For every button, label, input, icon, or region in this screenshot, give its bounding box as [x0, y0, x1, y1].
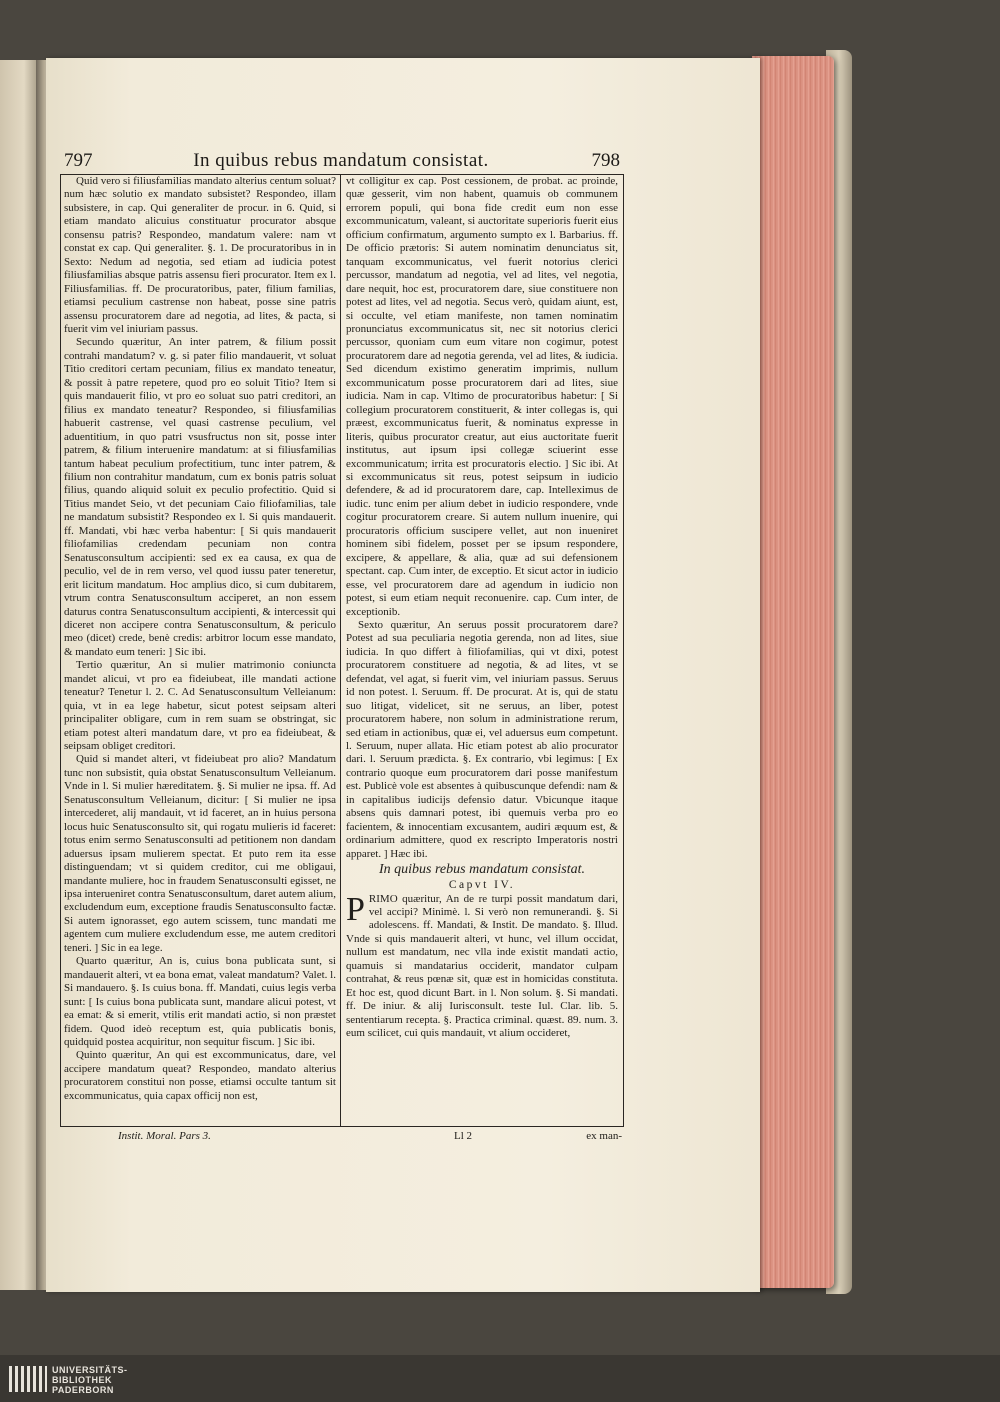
catchword: ex man-: [586, 1130, 622, 1142]
column-divider: [340, 175, 341, 1126]
text-frame: [60, 174, 624, 1127]
paragraph: Quinto quæritur, An qui est excommunicatus, dare, vel accipere mandatum queat? Respondeo, mandato alterius procuratorem constitui non posse, etiamsi occulte tantum sit excommunicatus, quia capax officij non est,: [64, 1049, 336, 1102]
footer-title: Instit. Moral. Pars 3.: [118, 1130, 211, 1142]
logo-line: PADERBORN: [52, 1385, 114, 1395]
paragraph: Secundo quæritur, An inter patrem, & filium possit contrahi mandatum? v. g. si pater filio mandauerit, vt soluat Titio creditori certam pecuniam, filius ex mandato teneatur, & possit à patre repetere, quod pro eo soluit Titio? Item si quis mandauerit filio, vt pro eo soluat suo patri creditori, an filius ex mandato teneatur? Respondeo, si filiusfamilias habuerit castrense, vel quasi castrense peculium, vel aduentitium, in quo patri vsusfructus non sit, posse inter patrem, & filium interuenire mandatum: at si filiusfamilias tantum habeat peculium profectitium, tunc inter patrem, & filium non contrahitur mandatum, cum ex bonis patris soluat filius, quando aliquid soluit ex peculio profectitio. Quid si Titius mandet Seio, vt det pecuniam Caio filiofamilias, tale ne mandatum subsistit? Respondeo ex l. Si quis mandauerit. ff. Mandati, vbi hæc verba habentur: [ Si quis mandauerit filiofamilias credendam pecuniam non contra Senatusconsultum accipienti: sed ex ea causa, ex qua de peculio, vel de in rem verso, vel quod iussu pater teneretur, erit licitum mandatum. Hoc amplius dico, si cum dubitarem, vtrum contra Senatusconsultum acciperet, an non essem daturus contra Senatusconsultum accipienti, & intercessit qui diceret non accipere contra Senatusconsultum, & periculo meo (dicet) crede, benè credis: arbitror locum esse mandato, & mandato eum teneri: ] Sic ibi.: [64, 336, 336, 658]
paragraph: vt colligitur ex cap. Post cessionem, de probat. ac proinde, quæ gesserit, vim non habent, quamuis ob communem errorem populi, qui bona fide credit eum non esse excommunicatum, valeant, si auctoritate superioris fuerit eius officium confirmatum, argumento sumpto ex l. Barbarius. ff. De officio prætoris: Si autem nominatim denunciatus sit, tanquam excommunicatus, vel fuerit notorius clerici percussor, mandatum ad negotia, vel ad lites, vel negotia, dare nequit, hoc est, procuratorem dare, siue constituere non potest ad lites, vel ad negotia. Secus verò, quidam aiunt, est, si occulte, vel etiam manifeste, non tamen nominatim pronunciatus excommunicatus sit, nec sit notorius clerici percussor, quoniam cum eum vitare non cogimur, potest procuratorem dare ad negotia gerenda, vel ad lites, & iudicia. Sed dicendum existimo generatim imprimis, nullum excommunicatum posse procuratorem dari ad lites, siue iudicia. Nam in cap. Vltimo de procuratoribus habetur: [ Si collegium procuratorem constituerit, & inter collegas is, qui præest, excommunicatus fuerit, & nominatus expresse in literis, quibus procurator creatur, aut eius auctoritate fuerit institutus, aut ipsum ipsi collegæ sciuerint esse excommunicatum; irrita est procuratoris electio. ] Sic ibi. At si excommunicatus sit reus, potest seipsum in iudicio defendere, & ad id procuratorem dare, cap. Intelleximus de iudic. tunc enim per alium debet in iudicio respondere, vnde cogitur procuratorem creare. Si autem nullum inuenire, qui procuratoris officium suscipere vellet, aut non inueniret hominem sibi fidelem, posset per se ipsum respondere, excipere, & appellare, & alia, quæ ad sui defensionem spectant. cap. Cum inter, de exceptio. Et sicut actor in iudicio esse, vel procuratorem dare ad agendum in iudicio non potest, si eum etiam nequit reconuenire. cap. Cum inter, de exceptionib.: [346, 175, 618, 618]
logo-line: UNIVERSITÄTS-: [52, 1365, 128, 1375]
red-fore-edge: [752, 56, 834, 1288]
paragraph: Quid vero si filiusfamilias mandato alterius centum soluat? num hæc solutio ex mandato subsistet? Respondeo, illam subsistere, in cap. Qui generaliter de procur. in 6. Quid, si etiam mandato alicuius constituatur procurator absque consensu patris? Respondeo, mandatum valere: nam vt constat ex cap. Qui generaliter. §. 1. De procuratoribus in in Sexto: Nedum ad negotia, sed etiam ad iudicia potest filiusfamilias absque patris assensu fieri procurator. Item ex l. Filiusfamilias. ff. De procuratoribus, pater, filium familias, etiamsi peculium castrense non habeat, posse sine patris assensu procuratorem dare ad negotia, ad lites, & pacta, si fuerit vim vel iniuriam passus.: [64, 175, 336, 335]
chapter-first-paragraph: [346, 890, 618, 1041]
right-page-number: 798: [591, 150, 620, 171]
running-head: [62, 150, 620, 174]
chapter-label: Capvt IV.: [448, 879, 516, 892]
paragraph: Tertio quæritur, An si mulier matrimonio coniuncta mandet alicui, vt pro ea fideiubeat, ille mandati actione teneatur? Tenetur l. 2. C. Ad Senatusconsultum Velleianum: quia, vt in ea lege habetur, sicut potest seipsam alteri principaliter obligare, cum in rem suam se obstringat, sic etiam potest alteri mandatum dare, vt pro ea fideiubeat, & seipsam obliget creditori.: [64, 659, 336, 753]
signature-mark: Ll 2: [454, 1130, 473, 1142]
logo-line: BIBLIOTHEK: [52, 1375, 112, 1385]
running-head-title: In quibus rebus mandatum consistat.: [193, 150, 489, 171]
left-page-edge: [0, 60, 40, 1290]
paragraph: Sexto quæritur, An seruus possit procuratorem dare? Potest ad sua peculiaria negotia gerenda, non ad lites, siue iudicia. In quo differt à filiofamilias, qui vt dixi, potest procuratorem constituere ad negotia, & ad lites, vt se defendat, vel agat, si fuerit vim, vel iniuriam passus. Seruus id non potest. l. Seruum. ff. De procurat. At is, qui de statu suo litigat, videlicet, sit ne seruus, an liber, potest procuratorem habere, non solum in administratione rerum, sed etiam in actionibus, quæ ei, vel aduersus eum competunt. l. Seruum, nuper allata. Hic etiam potest ab alio procurator dari. l. Seruum prædicta. §. Ex contrario, vbi legimus: [ Ex contrario quoque eum procuratorem dari posse manifestum est. Publicè vole est absentes à quibuscunque defendi: nam & in capitalibus iudicijs defensio datur. Vbicunque itaque absens quis damnari potest, ibi quemuis verba pro eo facientem, & innocentiam excusantem, audiri æquum est, & ordinarium admittere, quod ex rescripto Imperatoris nostri apparet. ] Hæc ibi.: [346, 618, 618, 860]
library-footer-bar: [0, 1355, 1000, 1402]
page-footer: [62, 1130, 622, 1146]
chapter-heading: In quibus rebus mandatum consistat.: [379, 862, 585, 878]
library-logo-text: [52, 1365, 128, 1395]
library-logo-icon: [8, 1364, 48, 1394]
chapter-text: RIMO quæritur, An de re turpi possit mandatum dari, vel accipi? Minimè. l. Si verò non remunerandi. §. Si adolescens. ff. Mandati, & Instit. De mandato. §. Illud. Vnde si quis mandauerit alteri, vt hunc, vel illum occidat, nullum est mandatum, nec vlla inde existit mandati actio, quamuis si mandatarius occiderit, mandator culpam contrahat, & reus pœnæ sit, quæ est in homicidas constituta. Et hoc est, quod dicunt Bart. in l. Non solum. §. Si mandati. ff. De iniur. & alij Iurisconsult. teste Iul. Clar. lib. 5. sententiarum recepta. §. Practica criminal. quæst. 89. num. 3. eum scilicet, cui quis mandauit, vt alium occideret,: [346, 892, 618, 1040]
drop-capital: P: [346, 890, 365, 928]
left-column: [64, 175, 336, 1103]
left-page-number: 797: [64, 150, 93, 171]
paragraph: Quarto quæritur, An is, cuius bona publicata sunt, si mandauerit alteri, vt ea bona emat, valeat mandatum? Valet. l. Si mandauero. §. Is cuius bona. ff. Mandati, cuius legis verba sunt: [ Is cuius bona publicata sunt, mandare alicui potest, vt ea emat: & si emerit, vtilis erit mandati actio, si non præstet fidem. Quod ideò receptum est, quia publicatis bonis, quidquid postea acquiritur, non sequitur fiscum. ] Sic ibi.: [64, 955, 336, 1048]
paragraph: Quid si mandet alteri, vt fideiubeat pro alio? Mandatum tunc non subsistit, quia obstat Senatusconsultum Velleianum. Vnde in l. Si mulier hæreditatem. §. Si mulier ne ipsa. ff. Ad Senatusconsultum Velleianum, dicitur: [ Si mulier ne ipsa intercederet, alij mandauit, vt id faceret, an in huius persona locus huic Senatusconsulto sit, qui rogatu mulieris id faceret: totus enim sermo Senatusconsulti ad petitionem non dandam aduersus ipsam mulierem spectat. Et puto rem ita esse distinguendam; vt si quidem creditor, cui me obligaui, mandante muliere, hoc in fraudem Senatusconsulti egisset, ne ipsa interueniret contra Senatusconsultum, daret autem alium, excludendum eum, exceptione fraudis Senatusconsulto factæ. Si autem ignorasset, ego autem scissem, tunc mandati me agentem cum muliere excludendum esse, me autem creditori teneri. ] Sic in ea lege.: [64, 753, 336, 954]
right-column: [346, 175, 618, 1041]
